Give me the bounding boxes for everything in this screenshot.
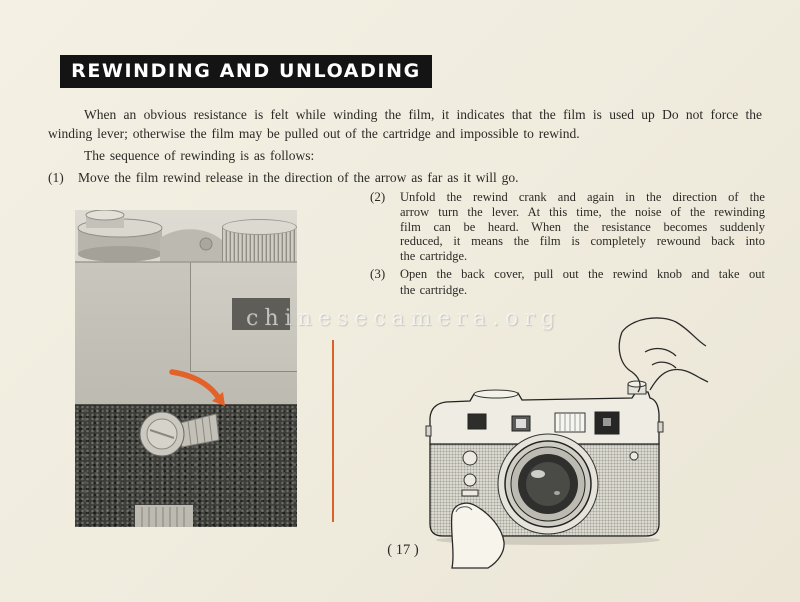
- shutter-dial: [474, 390, 518, 398]
- side-screw: [630, 452, 638, 460]
- strap-lug-right: [658, 422, 663, 432]
- step-2-line: reduced, it means the film is completely rewound back into: [400, 234, 765, 249]
- release-knob: [464, 474, 476, 486]
- sequence-intro: The sequence of rewinding is as follows:: [84, 148, 315, 163]
- photo-details: [75, 210, 297, 527]
- knuckle-line: [645, 349, 676, 356]
- rewind-release-button: [140, 412, 219, 456]
- step-2-line: film can be heard. When the resistance becomes suddenly: [400, 219, 765, 234]
- intro-line-2: winding lever; otherwise the film may be pulled out of the cartridge and impossible to rewind.: [48, 126, 580, 141]
- knob-base: [78, 246, 162, 262]
- section-title-banner: [60, 55, 432, 88]
- rewind-release-photo: [75, 210, 297, 527]
- hand-outline-top: [622, 318, 706, 346]
- wrist-line: [700, 378, 708, 382]
- step-2-number: (2): [370, 189, 386, 204]
- self-timer-knob: [463, 451, 477, 465]
- lens-highlight: [531, 470, 545, 478]
- rewind-knob: [628, 381, 646, 394]
- step-3-line: the cartridge.: [400, 283, 468, 297]
- camera-rewind-illustration: [410, 310, 710, 570]
- orange-divider-line: [332, 340, 334, 522]
- finger: [452, 503, 505, 568]
- curved-arrow-icon: [172, 372, 225, 406]
- rewind-knob-stack: [78, 210, 162, 262]
- lens-highlight-small: [554, 491, 560, 495]
- step-3-text: [400, 266, 765, 298]
- small-lever: [462, 490, 478, 496]
- watermark: chinesecamera.org: [246, 306, 561, 331]
- strap-lug-left: [426, 426, 431, 436]
- knob-cap: [86, 210, 124, 220]
- top-plate-hump: [160, 229, 222, 262]
- step-2-line: Unfold the rewind crank and again in the direction of the: [400, 190, 765, 204]
- viewfinder-inner: [603, 418, 611, 426]
- rewind-knob-top: [628, 381, 646, 387]
- lens: [498, 434, 598, 534]
- page-number: ( 17 ): [387, 542, 419, 558]
- frame-window-inner: [516, 419, 526, 428]
- step-2-text: [400, 190, 765, 264]
- step-3-line: Open the back cover, pull out the rewind knob and take out: [400, 267, 765, 281]
- step-2-line: the cartridge.: [400, 249, 468, 264]
- rangefinder-window: [468, 414, 486, 429]
- thumb: [650, 369, 700, 390]
- knuckle-line: [652, 362, 676, 368]
- intro-line-1: When an obvious resistance is felt while winding the film, it indicates that the film is used up Do not force the: [84, 107, 762, 122]
- illumination-window: [555, 413, 585, 432]
- step-3-number: (3): [370, 266, 386, 281]
- lens-inner-glass: [526, 462, 570, 506]
- step-1-text: Move the film rewind release in the direction of the arrow as far as it will go.: [78, 170, 519, 185]
- step-2-line: arrow turn the lever. At this time, the noise of the rewinding: [400, 204, 765, 219]
- finger-bottom-left: [452, 503, 505, 568]
- step-1-number: (1): [48, 170, 64, 185]
- small-knob: [200, 238, 212, 250]
- ribbed-catch: [135, 505, 193, 527]
- section-title: REWINDING AND UNLOADING: [71, 60, 421, 82]
- arrow-shaft: [172, 372, 218, 397]
